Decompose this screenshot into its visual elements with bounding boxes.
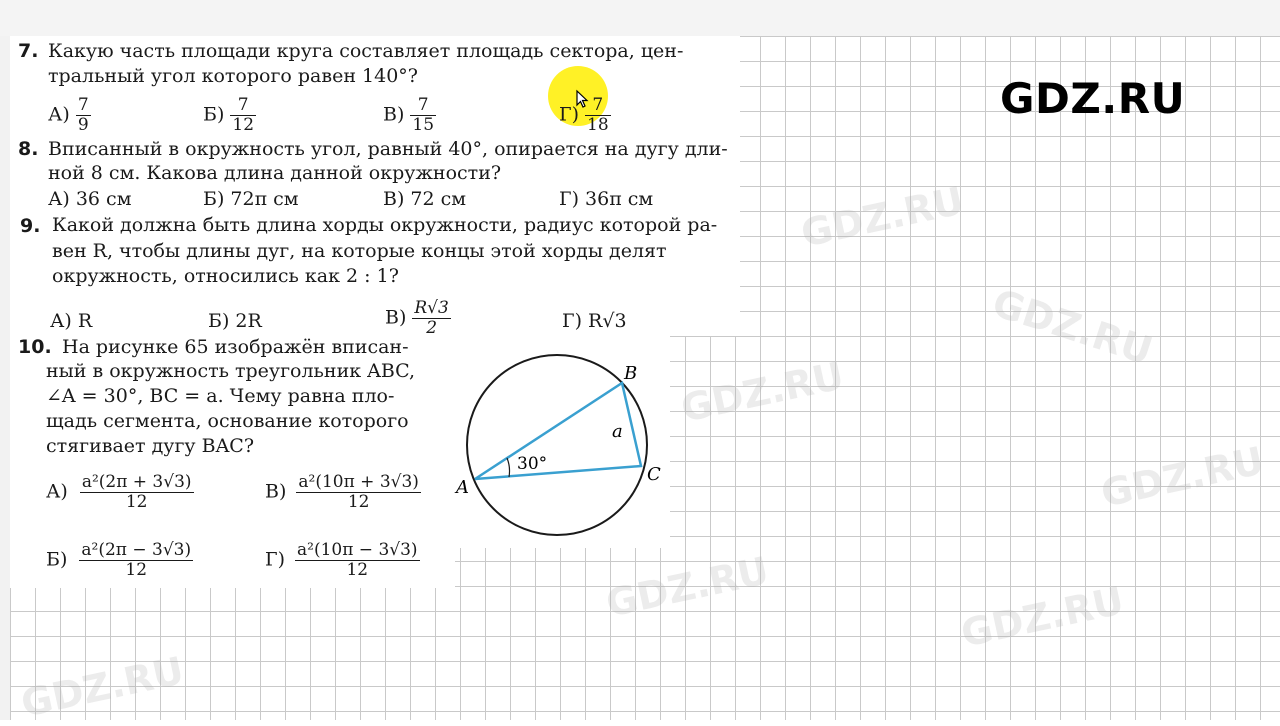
question-10-line-2: ный в окружность треугольник ABC, bbox=[46, 360, 416, 382]
denominator: 12 bbox=[232, 115, 255, 135]
denominator: 18 bbox=[587, 115, 609, 135]
question-7-line-2: тральный угол которого равен 140°? bbox=[48, 65, 418, 87]
left-margin bbox=[0, 36, 10, 720]
q8-option-d[interactable]: Г) 36π см bbox=[559, 188, 654, 210]
q9-option-a[interactable]: А) R bbox=[50, 310, 93, 332]
question-10-line-4: щадь сегмента, основание которого bbox=[46, 410, 409, 432]
q8-option-c[interactable]: В) 72 см bbox=[383, 188, 467, 210]
q10-option-c[interactable] bbox=[265, 473, 421, 512]
numerator: a²(10π + 3√3) bbox=[298, 472, 419, 492]
fraction bbox=[230, 96, 256, 135]
gdz-logo[interactable]: GDZ.RU bbox=[1000, 74, 1186, 123]
q10-option-d[interactable] bbox=[265, 541, 420, 580]
denominator: 12 bbox=[125, 492, 148, 512]
q7-option-a[interactable] bbox=[48, 96, 91, 135]
watermark: GDZ.RU bbox=[17, 648, 188, 726]
angle-arc bbox=[507, 458, 510, 477]
q9-option-c[interactable] bbox=[385, 298, 451, 338]
watermark: GDZ.RU bbox=[987, 280, 1158, 374]
watermark: GDZ.RU bbox=[957, 578, 1128, 656]
vertex-a-label: A bbox=[456, 477, 469, 498]
vertex-b-label: B bbox=[624, 363, 638, 384]
numerator: 7 bbox=[77, 95, 89, 115]
denominator: 15 bbox=[412, 115, 435, 135]
question-9-line-1: Какой должна быть длина хорды окружности, радиус которой ра- bbox=[52, 214, 718, 236]
top-bar bbox=[0, 0, 1280, 36]
watermark: GDZ.RU bbox=[1097, 438, 1268, 516]
option-label: А) bbox=[48, 103, 70, 126]
fraction bbox=[412, 299, 450, 338]
option-label: В) bbox=[383, 103, 405, 126]
q9-option-b[interactable]: Б) 2R bbox=[208, 310, 262, 332]
q10-option-a[interactable] bbox=[46, 473, 194, 512]
numerator: a²(10π − 3√3) bbox=[297, 540, 418, 560]
question-10-number: 10. bbox=[18, 336, 52, 358]
option-label: В) bbox=[385, 306, 407, 329]
option-label: Г) bbox=[559, 103, 579, 126]
q9-option-d[interactable]: Г) R√3 bbox=[562, 310, 627, 332]
q7-option-c[interactable] bbox=[383, 96, 436, 135]
question-9-line-3: окружность, относились как 2 : 1? bbox=[52, 265, 399, 287]
watermark: GDZ.RU bbox=[797, 178, 968, 256]
watermark: GDZ.RU bbox=[677, 353, 848, 431]
circumscribed-circle bbox=[467, 355, 647, 535]
question-7-number: 7. bbox=[18, 40, 39, 62]
fraction bbox=[295, 541, 420, 580]
q10-option-b[interactable] bbox=[46, 541, 193, 580]
option-label: Г) bbox=[265, 548, 285, 571]
numerator: a²(2π + 3√3) bbox=[81, 472, 192, 492]
denominator: 12 bbox=[346, 560, 369, 580]
question-8-line-2: ной 8 см. Какова длина данной окружности? bbox=[48, 162, 502, 184]
vertex-c-label: C bbox=[647, 464, 661, 485]
option-label: В) bbox=[265, 480, 287, 503]
question-10-line-5: стягивает дугу BAC? bbox=[46, 435, 255, 457]
question-9-line-2: вен R, чтобы длины дуг, на которые концы этой хорды делят bbox=[52, 240, 667, 262]
numerator: 7 bbox=[230, 96, 256, 116]
denominator: 9 bbox=[77, 115, 89, 135]
numerator: 7 bbox=[585, 96, 611, 116]
angle-label: 30° bbox=[517, 454, 548, 474]
question-9-number: 9. bbox=[20, 215, 41, 237]
denominator: 2 bbox=[426, 318, 438, 338]
question-8-line-1: Вписанный в окружность угол, равный 40°, опирается на дугу дли- bbox=[48, 138, 728, 160]
denominator: 12 bbox=[347, 492, 370, 512]
option-label: А) bbox=[46, 480, 68, 503]
question-8-number: 8. bbox=[18, 138, 39, 160]
fraction bbox=[80, 473, 194, 512]
numerator: R√3 bbox=[414, 298, 449, 318]
question-7-line-1: Какую часть площади круга составляет площадь сектора, цен- bbox=[48, 40, 684, 62]
watermark: GDZ.RU bbox=[602, 548, 773, 626]
option-label: Б) bbox=[46, 548, 68, 571]
numerator: 7 bbox=[410, 96, 436, 116]
fraction bbox=[296, 473, 421, 512]
denominator: 12 bbox=[125, 560, 148, 580]
side-bc-label: a bbox=[612, 421, 623, 442]
option-label: Б) bbox=[203, 103, 225, 126]
fraction bbox=[410, 96, 436, 135]
numerator: a²(2π − 3√3) bbox=[81, 540, 192, 560]
question-10-line-1: На рисунке 65 изображён вписан- bbox=[62, 336, 409, 358]
q7-option-b[interactable] bbox=[203, 96, 256, 135]
inscribed-triangle-figure bbox=[445, 345, 675, 555]
mouse-pointer-icon bbox=[576, 90, 590, 110]
question-10-line-3: ∠A = 30°, BC = a. Чему равна пло- bbox=[46, 385, 395, 407]
q8-option-a[interactable]: А) 36 см bbox=[48, 188, 132, 210]
fraction bbox=[76, 96, 91, 135]
q8-option-b[interactable]: Б) 72π см bbox=[203, 188, 299, 210]
fraction bbox=[79, 541, 193, 580]
